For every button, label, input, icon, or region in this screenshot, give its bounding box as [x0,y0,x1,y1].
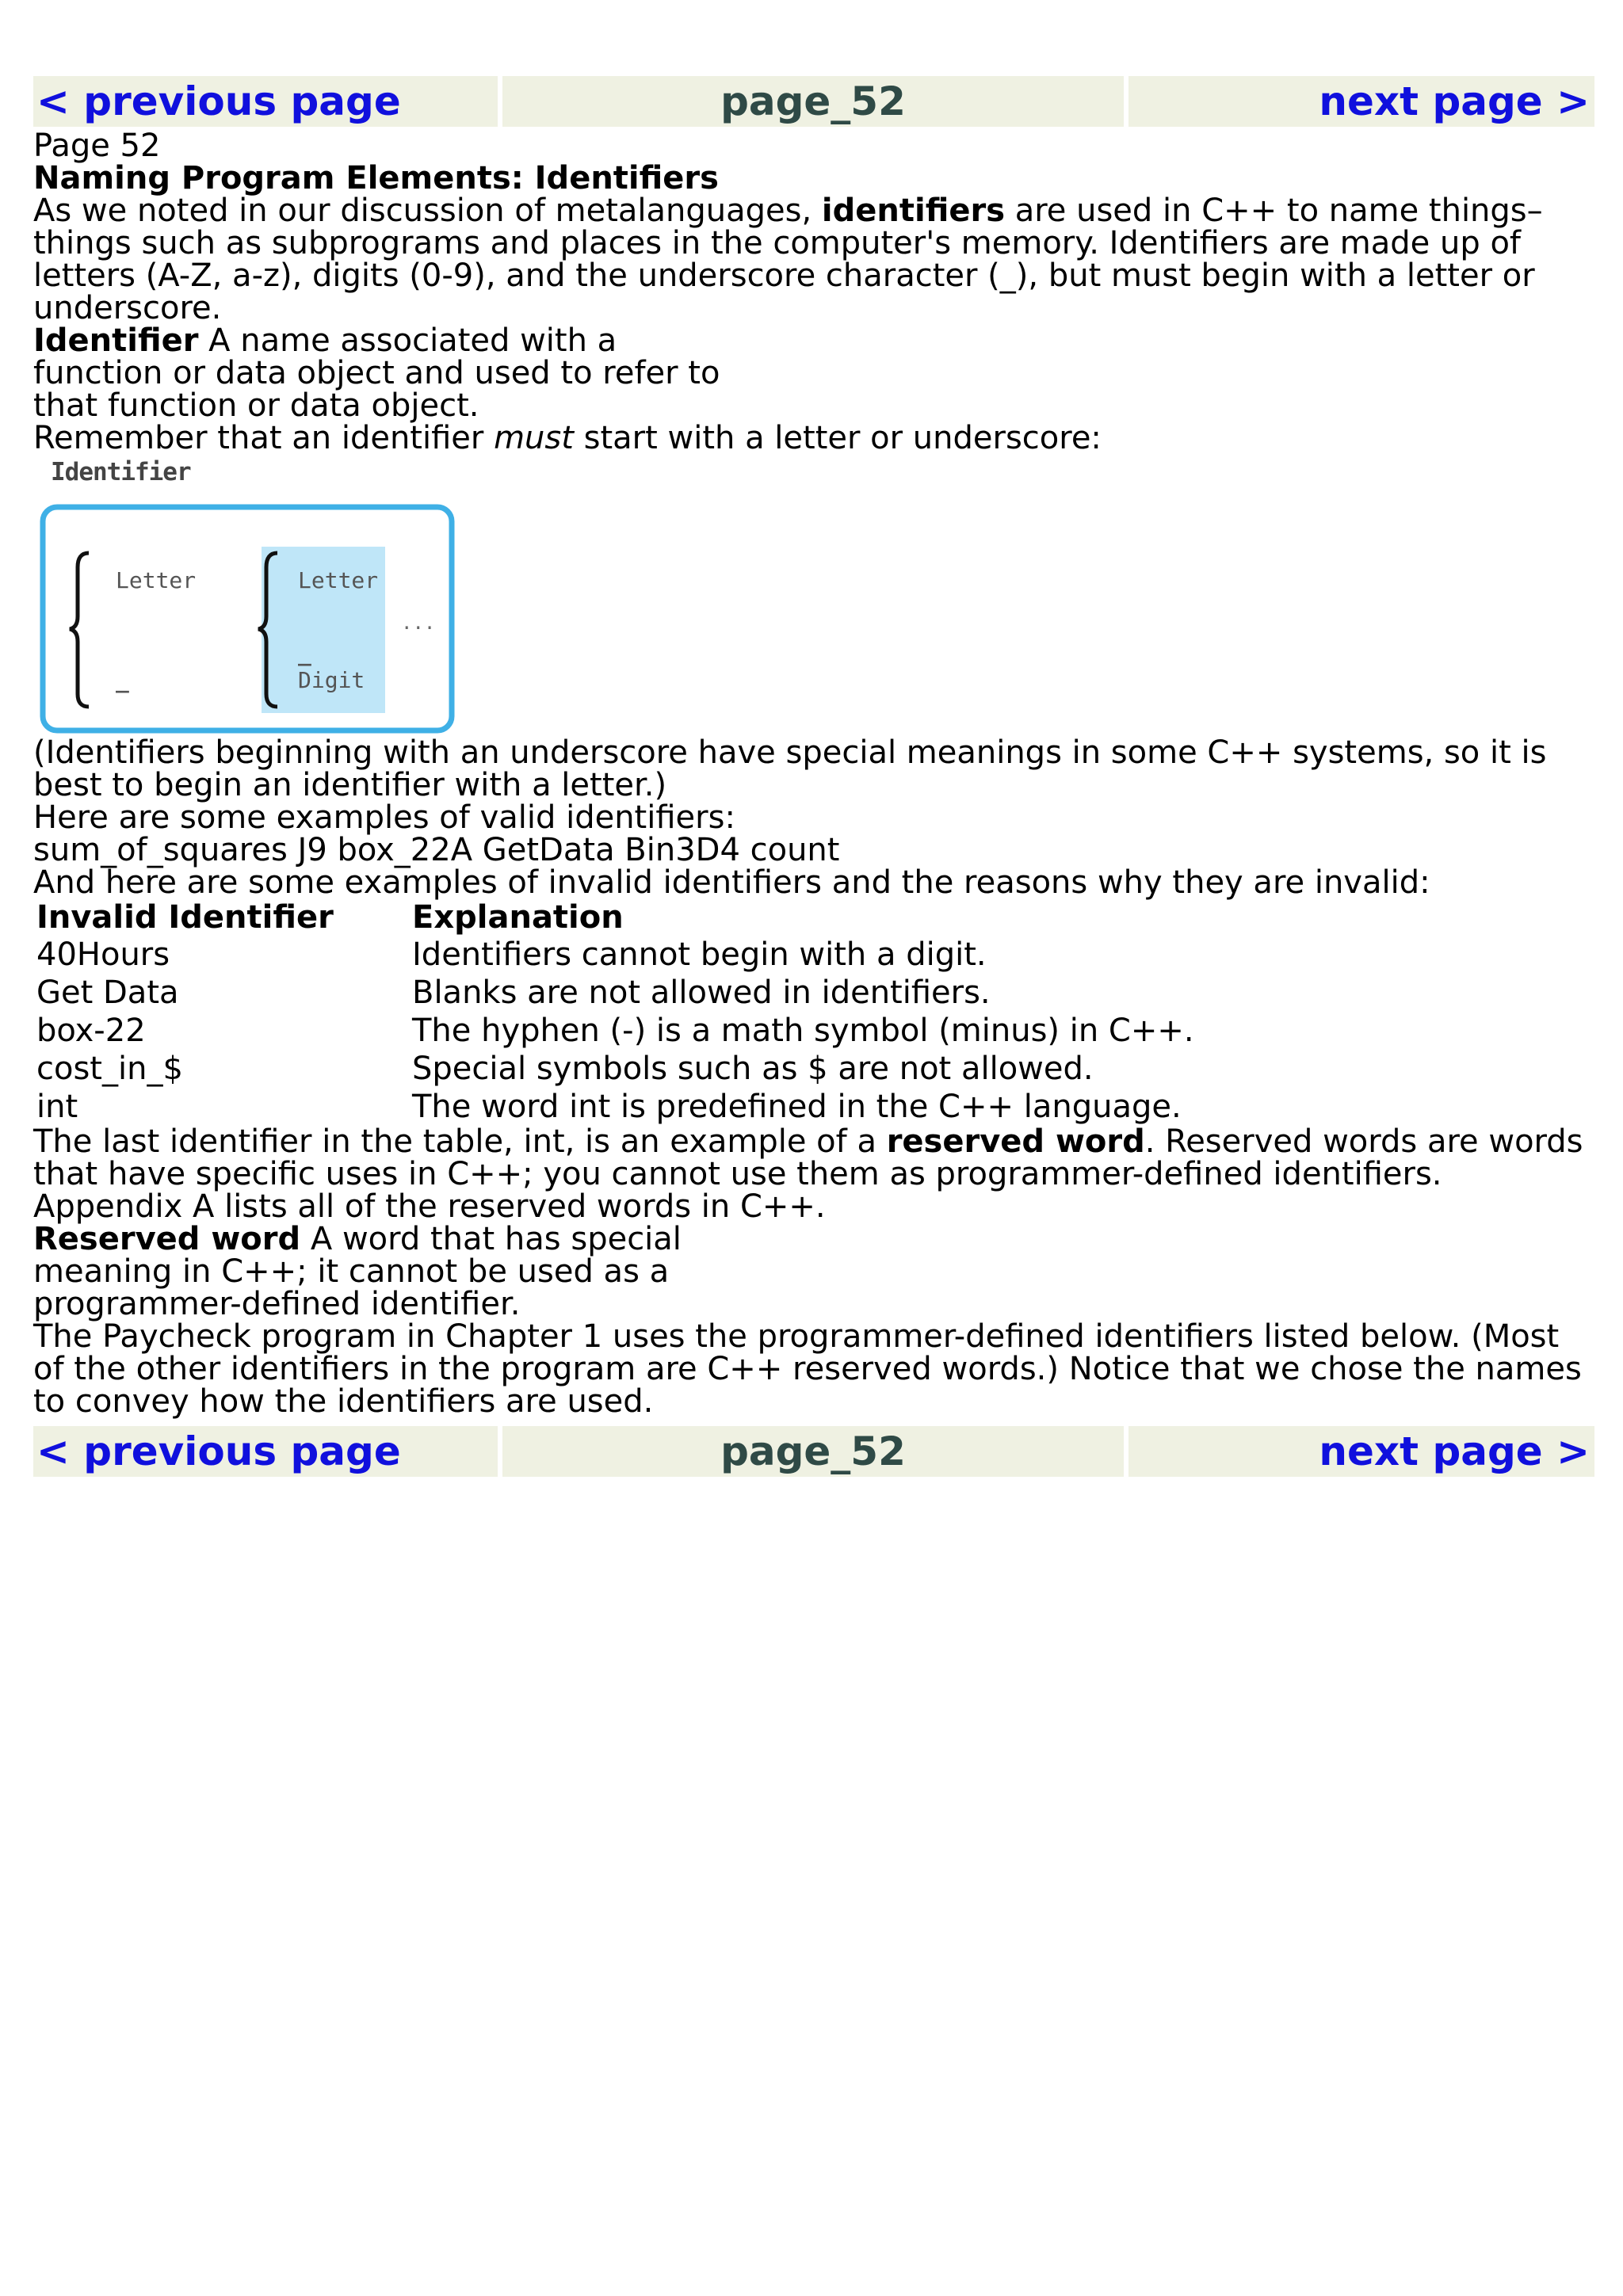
page [33,76,1594,1477]
next-page-link[interactable]: next page > [1319,1428,1590,1474]
table-cell-explanation: Special symbols such as $ are not allowed. [412,1050,1094,1087]
reserved-definition-text: A word that has special meaning in C++; it cannot be used as a programmer-defined identifier. [33,1221,682,1322]
reserved-word-term: reserved word [886,1123,1145,1160]
right-underscore-label: _ [298,640,311,666]
top-nav-next-cell [1128,76,1594,127]
reserved-word-definition [33,1223,794,1321]
top-nav-page-cell [502,76,1124,127]
bottom-nav [33,1426,1594,1477]
bottom-nav-page-cell [502,1426,1124,1477]
table-cell-identifier: box-22 [36,1012,146,1049]
table-row [36,1088,1194,1126]
reserved-word-paragraph [33,1123,1594,1225]
table-cell-identifier: 40Hours [36,936,170,973]
invalid-intro: And here are some examples of invalid identifiers and the reasons why they are invalid: [33,864,1430,901]
table-row [36,974,1194,1012]
intro-text-end: are used in C++ to name things–things such as subprograms and places in the computer's memory. Identifiers are made up of letters (A-Z, a-z), digits (0-9), and the underscore character (_), but must begin with a letter or underscore. [33,193,1543,326]
left-letter-label: Letter [116,567,197,593]
invalid-identifiers-table [36,899,1194,1126]
top-nav-prev-cell [33,76,498,127]
table-cell-identifier: int [36,1088,78,1125]
table-cell-explanation: The word int is predefined in the C++ language. [412,1088,1182,1125]
identifier-syntax-figure [40,504,458,735]
valid-intro: Here are some examples of valid identifiers: [33,799,735,836]
reserved-text-start: The last identifier in the table, int, is an example of a [33,1123,887,1160]
table-cell-explanation: Identifiers cannot begin with a digit. [412,936,987,973]
valid-identifiers-list: sum_of_squares J9 box_22A GetData Bin3D4 count [33,832,840,868]
remember-emphasis: must [494,420,574,456]
identifier-definition-text: A name associated with a function or data object and used to refer to that function or data object. [33,322,720,424]
page-label: page_52 [720,1428,906,1474]
table-header-explanation: Explanation [412,898,624,936]
figure-border [43,507,452,730]
table-cell-explanation: The hyphen (-) is a math symbol (minus) in C++. [412,1012,1194,1049]
table-row [36,1050,1194,1088]
page-number: Page 52 [33,128,161,164]
remember-paragraph [33,422,1594,455]
previous-page-link[interactable]: < previous page [36,1428,401,1474]
ellipsis-label: ... [401,612,436,634]
table-row [36,1012,1194,1050]
bottom-nav-prev-cell [33,1426,498,1477]
top-nav [33,76,1594,127]
table-header-invalid: Invalid Identifier [36,898,334,936]
table-cell-identifier: cost_in_$ [36,1050,183,1087]
right-digit-label: Digit [298,667,365,693]
page-content [33,130,1594,1418]
identifier-definition-term: Identifier [33,322,199,359]
intro-text-start: As we noted in our discussion of metalanguages, [33,193,822,229]
identifiers-term: identifiers [821,193,1005,229]
left-underscore-label: _ [116,667,129,693]
figure-title: Identifier [51,458,191,486]
table-cell-explanation: Blanks are not allowed in identifiers. [412,974,991,1011]
right-letter-label: Letter [298,567,379,593]
table-row [36,936,1194,974]
intro-paragraph [33,195,1594,325]
underscore-note: (Identifiers beginning with an underscore have special meanings in some C++ systems, so it is best to begin an identifier with a letter.) [33,734,1547,803]
table-header-row [36,899,1194,936]
page-label: page_52 [720,78,906,124]
reserved-definition-term: Reserved word [33,1221,301,1257]
section-heading: Naming Program Elements: Identifiers [33,160,719,196]
table-cell-identifier: Get Data [36,974,179,1011]
previous-page-link[interactable]: < previous page [36,78,401,124]
reserved-text-end: . Reserved words are words that have specific uses in C++; you cannot use them as programmer-defined identifiers. Appendix A lists all of the reserved words in C++. [33,1123,1583,1225]
paycheck-paragraph: The Paycheck program in Chapter 1 uses the programmer-defined identifiers listed below. (Most of the other identifiers in the program are C++ reserved words.) Notice that we chose the names to convey how the identifiers are used. [33,1318,1582,1420]
identifier-definition [33,322,747,424]
bottom-nav-next-cell [1128,1426,1594,1477]
remember-text-end: start with a letter or underscore: [573,420,1102,456]
syntax-diagram [40,504,458,735]
next-page-link[interactable]: next page > [1319,78,1590,124]
remember-text-start: Remember that an identifier [33,420,495,456]
